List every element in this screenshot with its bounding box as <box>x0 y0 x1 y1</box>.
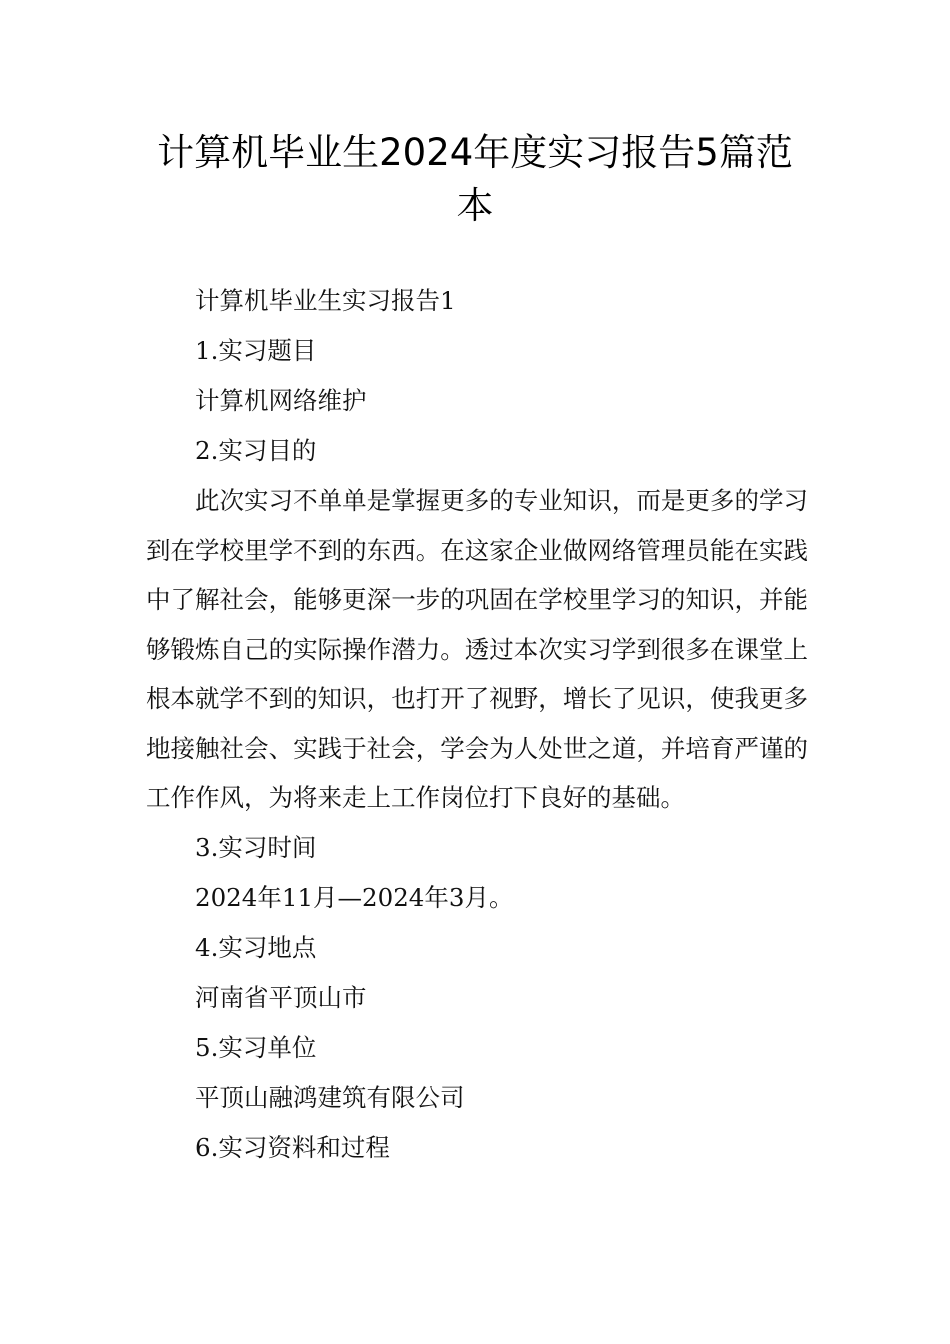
section-body-topic: 计算机网络维护 <box>195 386 367 415</box>
section-heading-company: 5.实习单位 <box>195 1032 317 1062</box>
section-heading-purpose: 2.实习目的 <box>195 436 317 465</box>
report-heading: 计算机毕业生实习报告1 <box>195 286 456 315</box>
section-body-location: 河南省平顶山市 <box>195 982 367 1012</box>
section-heading-location: 4.实习地点 <box>195 932 317 962</box>
title-line-1: 计算机毕业生2024年度实习报告5篇范 <box>157 131 793 174</box>
document-title <box>120 126 830 232</box>
section-heading-process: 6.实习资料和过程 <box>195 1132 390 1162</box>
section-body-time: 2024年11月—2024年3月。 <box>195 882 514 912</box>
section-body-company: 平顶山融鸿建筑有限公司 <box>195 1082 465 1112</box>
section-body-purpose: 此次实习不单单是掌握更多的专业知识，而是更多的学习到在学校里学不到的东西。在这家企业做网络管理员能在实践中了解社会，能够更深一步的巩固在学校里学习的知识，并能够锻炼自己的实际操作潜力。透过本次实习学到很多在课堂上根本就学不到的知识，也打开了视野，增长了见识，使我更多地接触社会、实践于社会，学会为人处世之道，并培育严谨的工作作风，为将来走上工作岗位打下良好的基础。 <box>146 486 808 812</box>
title-line-2: 本 <box>456 184 494 227</box>
section-heading-time: 3.实习时间 <box>195 832 317 862</box>
section-heading-topic: 1.实习题目 <box>195 336 317 365</box>
document-body <box>146 276 808 1173</box>
